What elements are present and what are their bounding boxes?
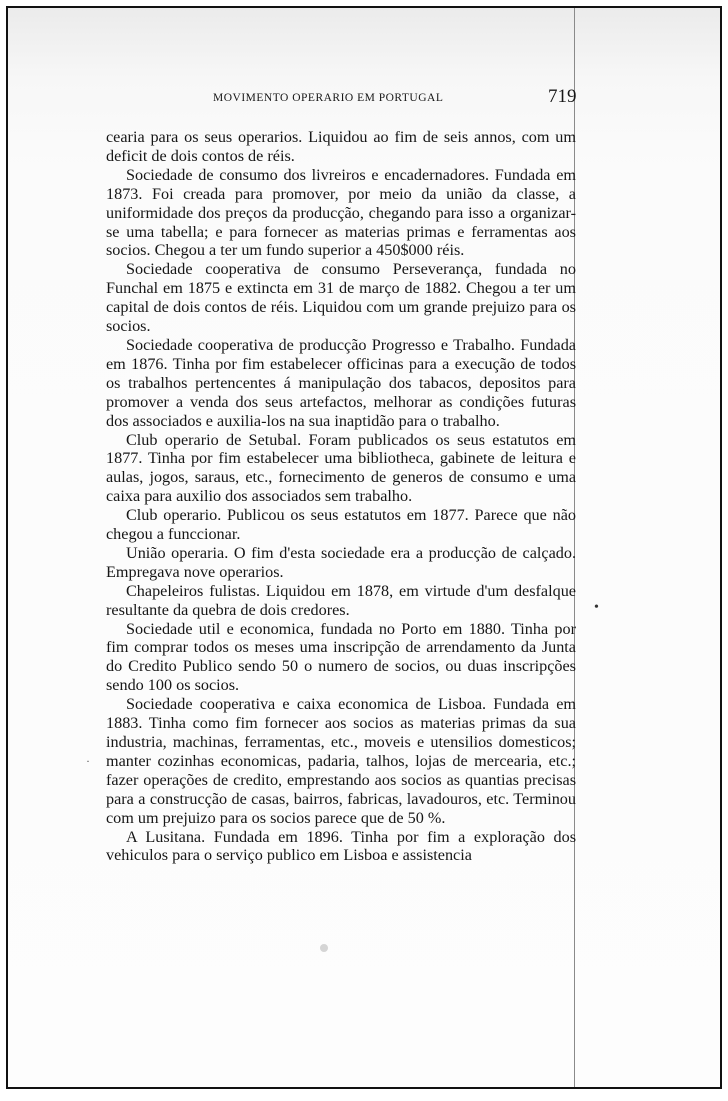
paragraph-chapeleiros: Chapeleiros fulistas. Liquidou em 1878, em virtude d'um desfalque resultante da quebra de dois credores. [106,581,576,619]
paragraph-sociedade-util: Sociedade util e economica, fundada no Porto em 1880. Tinha por fim comprar todos os meses uma inscripção de arrendamento da Junta do Credito Publico sendo 50 o numero de socios, ou duas inscripções sendo 100 os socios. [106,619,576,695]
paragraph-perseveranca: Sociedade cooperativa de consumo Perseverança, fundada no Funchal em 1875 e extincta em 31 de março de 1882. Chegou a ter um capital de dois contos de réis. Liquidou com um grande prejuizo para os socios. [106,260,576,336]
margin-mark-dot-left: · [86,754,90,768]
paper-speck [320,944,328,952]
page-number: 719 [548,86,577,107]
paragraph-uniao-operaria: União operaria. O fim d'esta sociedade era a producção de calçado. Empregava nove operarios. [106,543,576,581]
margin-mark-dot: • [594,600,599,615]
running-title: MOVIMENTO OPERARIO EM PORTUGAL [213,92,444,104]
paragraph-caixa-economica: Sociedade cooperativa e caixa economica de Lisboa. Fundada em 1883. Tinha como fim fornecer aos socios as materias primas da sua industria, machinas, ferramentas, etc., moveis e utensilios domesticos; manter cozinhas economicas, padaria, talhos, lojas de mercearia, etc.; fazer operações de credito, emprestando aos socios as quantias precisas para a construcção de casas, bairros, fabricas, lavadouros, etc. Terminou com um prejuizo para os socios parece que de 50 %. [106,695,576,827]
paragraph-continuation: cearia para os seus operarios. Liquidou ao fim de seis annos, com um deficit de dois contos de réis. [106,128,576,165]
paragraph-livreiros: Sociedade de consumo dos livreiros e encadernadores. Fundada em 1873. Foi creada para promover, por meio da união da classe, a uniformidade dos preços da producção, chegando para isso a organizar-se uma tabella; e para fornecer as materias primas e ferramentas aos socios. Chegou a ter um fundo superior a 450$000 réis. [106,165,576,260]
paragraph-progresso-trabalho: Sociedade cooperativa de producção Progresso e Trabalho. Fundada em 1876. Tinha por fim estabelecer officinas para a execução de todos os trabalhos pertencentes á manipulação dos tabacos, depositos para promover a venda dos seus artefactos, melhorar as condições futuras dos associados e auxilia-los na sua inaptidão para o trabalho. [106,335,576,430]
book-page [6,6,722,1089]
paragraph-club-operario: Club operario. Publicou os seus estatutos em 1877. Parece que não chegou a funccionar. [106,506,576,544]
paragraph-club-setubal: Club operario de Setubal. Foram publicados os seus estatutos em 1877. Tinha por fim estabelecer uma bibliotheca, gabinete de leitura e aulas, jogos, saraus, etc., fornecimento de generos de consumo e uma caixa para auxilio dos associados sem trabalho. [106,430,576,506]
paragraph-lusitana: A Lusitana. Fundada em 1896. Tinha por fim a exploração dos vehiculos para o serviço publico em Lisboa e assistencia [106,827,576,865]
body-text [106,128,576,865]
